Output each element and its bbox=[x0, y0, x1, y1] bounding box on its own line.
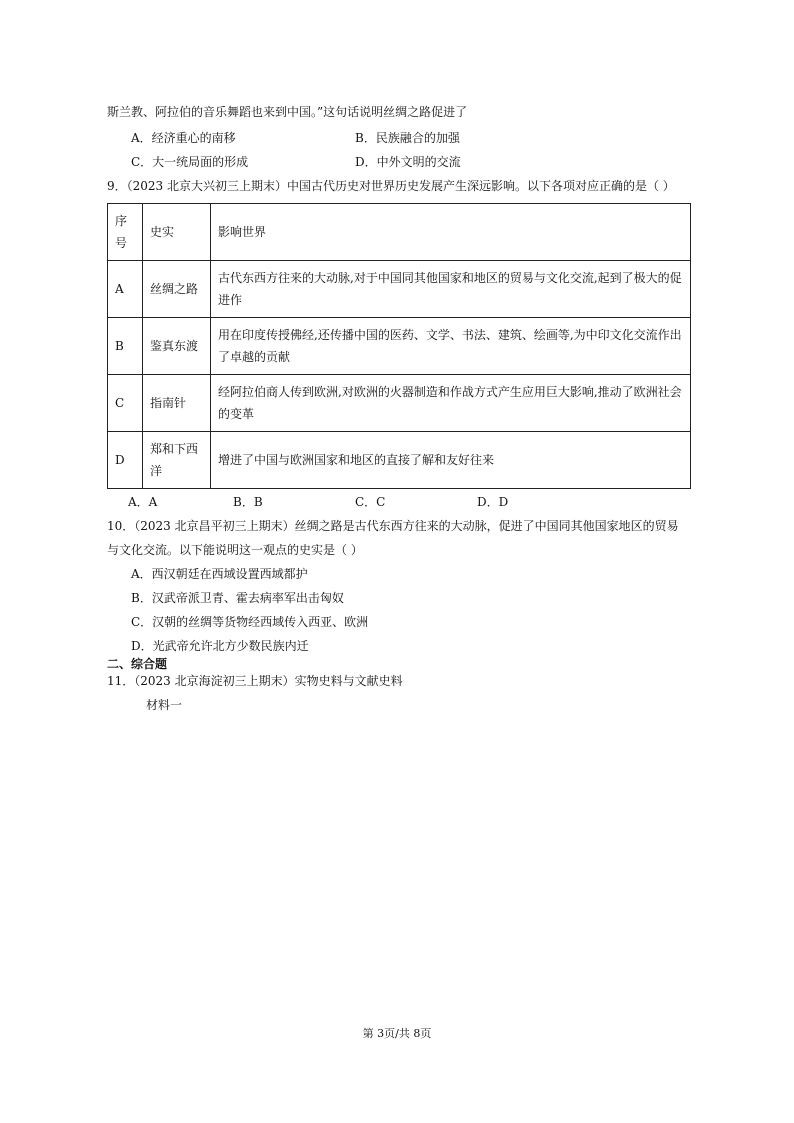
q9-table-header-fact: 史实 bbox=[143, 204, 211, 261]
q9-row-d-id: D bbox=[108, 432, 143, 489]
q9-table-header-id: 序号 bbox=[108, 204, 143, 261]
q9-row-c-impact: 经阿拉伯商人传到欧洲,对欧洲的火器制造和作战方式产生应用巨大影响,推动了欧洲社会的变革 bbox=[211, 375, 691, 432]
q9-table-header-impact: 影响世界 bbox=[211, 204, 691, 261]
q9-row-d-impact: 增进了中国与欧洲国家和地区的直接了解和友好往来 bbox=[211, 432, 691, 489]
q9-row-a-fact: 丝绸之路 bbox=[143, 261, 211, 318]
q9-row-b-id: B bbox=[108, 318, 143, 375]
q10-stem-line2: 与文化交流。以下能说明这一观点的史实是（ ） bbox=[107, 543, 363, 557]
q9-table-header-row bbox=[108, 204, 691, 261]
q11-stem: 11．（2023 北京海淀初三上期末）实物史料与文献史料 bbox=[107, 674, 403, 688]
q9-row-a-id: A bbox=[108, 261, 143, 318]
table-row bbox=[108, 318, 691, 375]
q8-option-d: D．中外文明的交流 bbox=[355, 155, 461, 169]
q9-stem: 9．（2023 北京大兴初三上期末）中国古代历史对世界历史发展产生深远影响。以下各项对应正确的是（ ） bbox=[107, 179, 675, 193]
q10-option-a: A．西汉朝廷在西域设置西域都护 bbox=[131, 567, 308, 581]
q11-material-label: 材料一 bbox=[146, 698, 183, 712]
q10-stem-line1: 10．（2023 北京昌平初三上期末）丝绸之路是古代东西方往来的大动脉，促进了中国同其他国家地区的贸易 bbox=[107, 519, 679, 533]
q9-option-d: D．D bbox=[477, 495, 509, 509]
q8-option-c: C．大一统局面的形成 bbox=[131, 155, 249, 169]
q10-option-d: D．光武帝允许北方少数民族内迁 bbox=[131, 639, 309, 653]
q9-row-b-fact: 鉴真东渡 bbox=[143, 318, 211, 375]
q9-option-c: C．C bbox=[355, 495, 386, 509]
q9-row-c-id: C bbox=[108, 375, 143, 432]
table-row bbox=[108, 261, 691, 318]
table-row bbox=[108, 432, 691, 489]
page-number: 第 3页/共 8页 bbox=[362, 1027, 432, 1040]
section-title: 二、综合题 bbox=[107, 657, 168, 671]
q9-row-a-impact: 古代东西方往来的大动脉,对于中国同其他国家和地区的贸易与文化交流,起到了极大的促进作 bbox=[211, 261, 691, 318]
q9-row-c-fact: 指南针 bbox=[143, 375, 211, 432]
q8-option-a: A．经济重心的南移 bbox=[131, 131, 236, 145]
q9-option-a: A．A bbox=[128, 495, 158, 509]
q10-option-c: C．汉朝的丝绸等货物经西域传入西亚、欧洲 bbox=[131, 615, 369, 629]
q9-option-b: B．B bbox=[233, 495, 263, 509]
q10-option-b: B．汉武帝派卫青、霍去病率军出击匈奴 bbox=[131, 591, 344, 605]
q8-option-b: B．民族融合的加强 bbox=[355, 131, 460, 145]
q9-row-d-fact: 郑和下西洋 bbox=[143, 432, 211, 489]
table-row bbox=[108, 375, 691, 432]
q9-table bbox=[107, 203, 691, 489]
q8-stem-tail: 斯兰教、阿拉伯的音乐舞蹈也来到中国。”这句话说明丝绸之路促进了 bbox=[107, 105, 468, 119]
q9-row-b-impact: 用在印度传授佛经,还传播中国的医药、文学、书法、建筑、绘画等,为中印文化交流作出了卓越的贡献 bbox=[211, 318, 691, 375]
